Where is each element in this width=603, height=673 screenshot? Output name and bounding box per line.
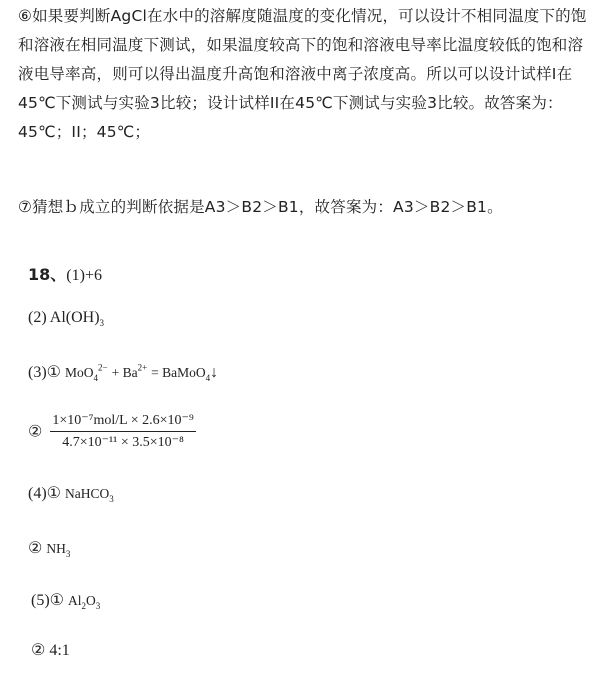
answer-4-sub: 3 xyxy=(109,494,114,505)
answer-5-o-sub: 3 xyxy=(95,601,101,612)
answer-2-prefix: (2) Al xyxy=(28,309,66,326)
answer-4 xyxy=(28,483,114,504)
molybdate-ion: MoO xyxy=(65,365,94,380)
barium-ion: + Ba xyxy=(111,365,138,380)
fraction-numerator: 1×10⁻⁷mol/L × 2.6×10⁻⁹ xyxy=(50,412,195,432)
answer-1: (1)+6 xyxy=(66,267,102,284)
question-number: 18、 xyxy=(28,265,67,284)
answer-5-prefix: (5)① xyxy=(31,592,64,609)
answer-5b xyxy=(31,640,70,660)
molybdate-charge: 2− xyxy=(98,362,108,373)
fraction-denominator: 4.7×10⁻¹¹ × 3.5×10⁻⁸ xyxy=(62,435,184,450)
answer-2 xyxy=(28,309,104,328)
precipitate-arrow: ↓ xyxy=(210,364,219,381)
answer-4-formula: NaHCO xyxy=(65,486,110,501)
answer-3 xyxy=(28,362,218,383)
answer-5 xyxy=(31,590,100,611)
answer-5-al: Al xyxy=(68,593,82,608)
question-18-header xyxy=(28,262,102,285)
answer-5-o: O xyxy=(86,593,96,608)
product-sub: 4 xyxy=(205,373,211,384)
answer-3-prefix: (3)① xyxy=(28,364,61,381)
barium-charge: 2+ xyxy=(137,362,148,373)
answer-4-prefix: (4)① xyxy=(28,485,61,502)
answer-4b-formula: NH xyxy=(46,541,66,556)
answer-2-formula: (OH) xyxy=(65,309,100,326)
answer-3b xyxy=(28,412,196,451)
answer-5b-mark: ② xyxy=(31,642,46,659)
answer-4b-sub: 3 xyxy=(65,549,71,560)
answer-5b-value: 4:1 xyxy=(49,642,70,659)
answer-4b-mark: ② xyxy=(28,540,43,557)
answer-3b-mark: ② xyxy=(28,423,43,441)
answer-2-sub: 3 xyxy=(99,318,105,329)
answer-4b xyxy=(28,538,70,559)
fraction xyxy=(50,412,195,451)
product: = BaMoO xyxy=(151,365,206,380)
answer-5-al-sub: 2 xyxy=(81,601,86,612)
paragraph-step-6: ⑥如果要判断AgCl在水中的溶解度随温度的变化情况，可以设计不相同温度下的饱和溶液在相同温度下测试，如果温度较高下的饱和溶液电导率比温度较低的饱和溶液电导率高，则可以得出温度升高饱和溶液中离子浓度高。所以可以设计试样Ⅰ在45℃下测试与实验3比较；设计试样II在45℃下测试与实验3比较。故答案为：45℃；II；45℃； xyxy=(18,7,587,141)
molybdate-sub: 4 xyxy=(93,373,99,384)
paragraph-step-7: ⑦猜想ｂ成立的判断依据是A3＞B2＞B1，故答案为：A3＞B2＞B1。 xyxy=(18,198,503,216)
